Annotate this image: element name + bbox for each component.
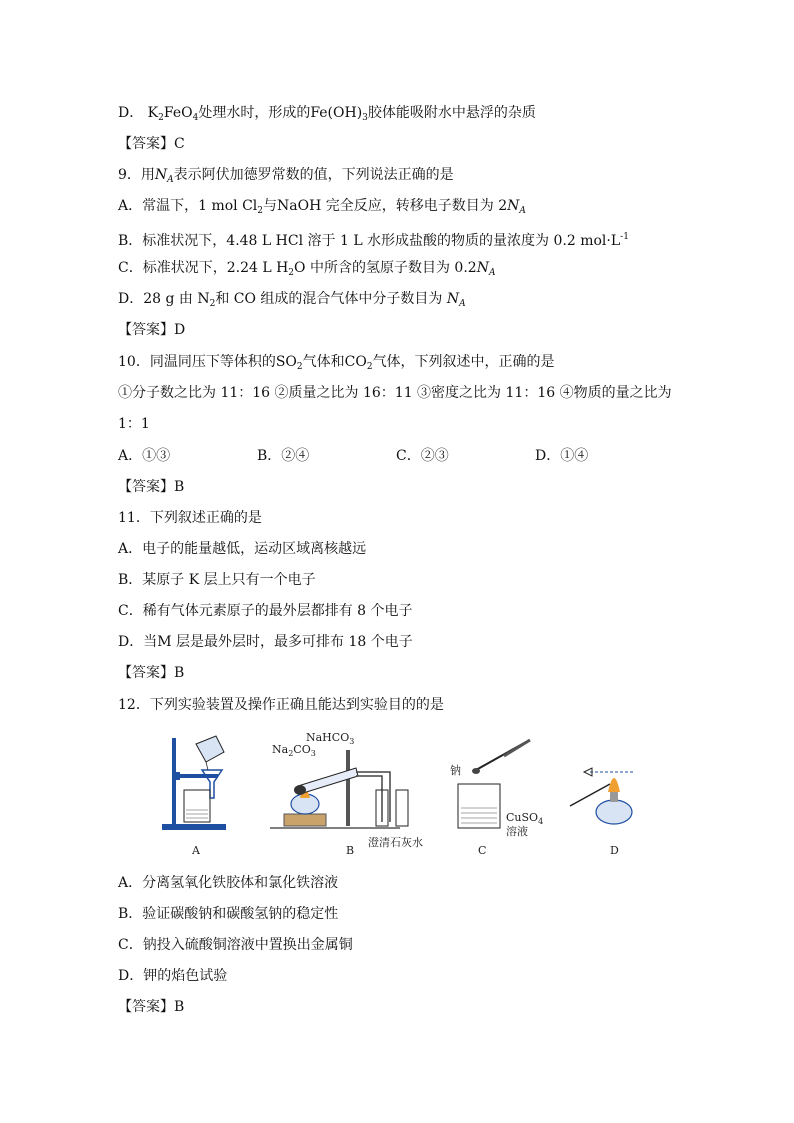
q8-option-d: D． $K_2FeO_4$处理水时，形成的$Fe(OH)_3$胶体能吸附水中悬浮的杂质 xyxy=(118,105,536,123)
q10-items-line2: 1：1 xyxy=(118,416,150,432)
q11-option-a: A．电子的能量越低，运动区域离核越远 xyxy=(118,541,367,557)
q11-option-c: C．稀有气体元素原子的最外层都排有 8 个电子 xyxy=(118,603,413,619)
q11-stem: 11．下列叙述正确的是 xyxy=(118,510,262,526)
q10-choice-b: B．②④ xyxy=(257,448,310,464)
figure-label-b: B xyxy=(346,844,355,857)
q12-option-b: B．验证碳酸钠和碳酸氢钠的稳定性 xyxy=(118,906,339,922)
q10-choice-c: C．②③ xyxy=(396,448,449,464)
q12-apparatus-figure xyxy=(150,728,670,860)
q12-option-d: D．钾的焰色试验 xyxy=(118,968,228,984)
q9-option-a: A．常温下，1 mol $Cl_2$与NaOH 完全反应，转移电子数目为 $2N_A$ xyxy=(118,198,526,216)
label-na2co3: $Na_2CO_3$ xyxy=(272,743,316,758)
q10-answer: 【答案】B xyxy=(118,479,185,495)
q12-option-a: A．分离氢氧化铁胶体和氯化铁溶液 xyxy=(118,875,339,891)
q10-items-line1: ①分子数之比为 11：16 ②质量之比为 16：11 ③密度之比为 11：16 ④物质的量之比为 xyxy=(118,385,672,401)
q11-option-b: B．某原子 K 层上只有一个电子 xyxy=(118,572,316,588)
label-nahco3: NaHCO$_3$ xyxy=(306,731,355,746)
figure-label-c: C xyxy=(478,844,487,857)
apparatus-d xyxy=(570,768,634,824)
q9-option-b: B．标准状况下，4.48 L HCl 溶于 1 L 水形成盐酸的物质的量浓度为 0.2 $mol\cdot L^{-1}$ xyxy=(118,232,629,249)
label-sodium: 钠 xyxy=(450,764,461,777)
q9-option-c: C．标准状况下，2.24 L $H_2O$ 中所含的氢原子数目为 $0.2N_A$ xyxy=(118,260,496,278)
q9-stem: 9．用$N_A$表示阿伏加德罗常数的值，下列说法正确的是 xyxy=(118,167,454,185)
q12-option-c: C．钠投入硫酸铜溶液中置换出金属铜 xyxy=(118,937,353,953)
q12-answer: 【答案】B xyxy=(118,999,185,1015)
label-cuso4: CuSO$_4$ xyxy=(506,811,544,826)
q8-answer: 【答案】C xyxy=(118,136,185,152)
figure-label-a: A xyxy=(192,844,200,857)
q9-answer: 【答案】D xyxy=(118,322,186,338)
q12-stem: 12．下列实验装置及操作正确且能达到实验目的的是 xyxy=(118,697,444,713)
q9-option-d: D．28 g 由 $N_2$和 CO 组成的混合气体中分子数目为 $N_A$ xyxy=(118,291,466,309)
q11-answer: 【答案】B xyxy=(118,665,185,681)
apparatus-a xyxy=(162,736,226,830)
apparatus-b xyxy=(270,750,408,828)
q10-stem: 10．同温同压下等体积的$SO_2$气体和$CO_2$气体，下列叙述中，正确的是 xyxy=(118,354,555,372)
q10-choice-a: A．①③ xyxy=(118,448,171,464)
q11-option-d: D．当M 层是最外层时，最多可排布 18 个电子 xyxy=(118,634,413,650)
q10-choice-d: D．①④ xyxy=(535,448,589,464)
label-limewater: 澄清石灰水 xyxy=(368,836,423,849)
figure-label-d: D xyxy=(610,844,619,857)
label-solution: 溶液 xyxy=(506,825,528,838)
